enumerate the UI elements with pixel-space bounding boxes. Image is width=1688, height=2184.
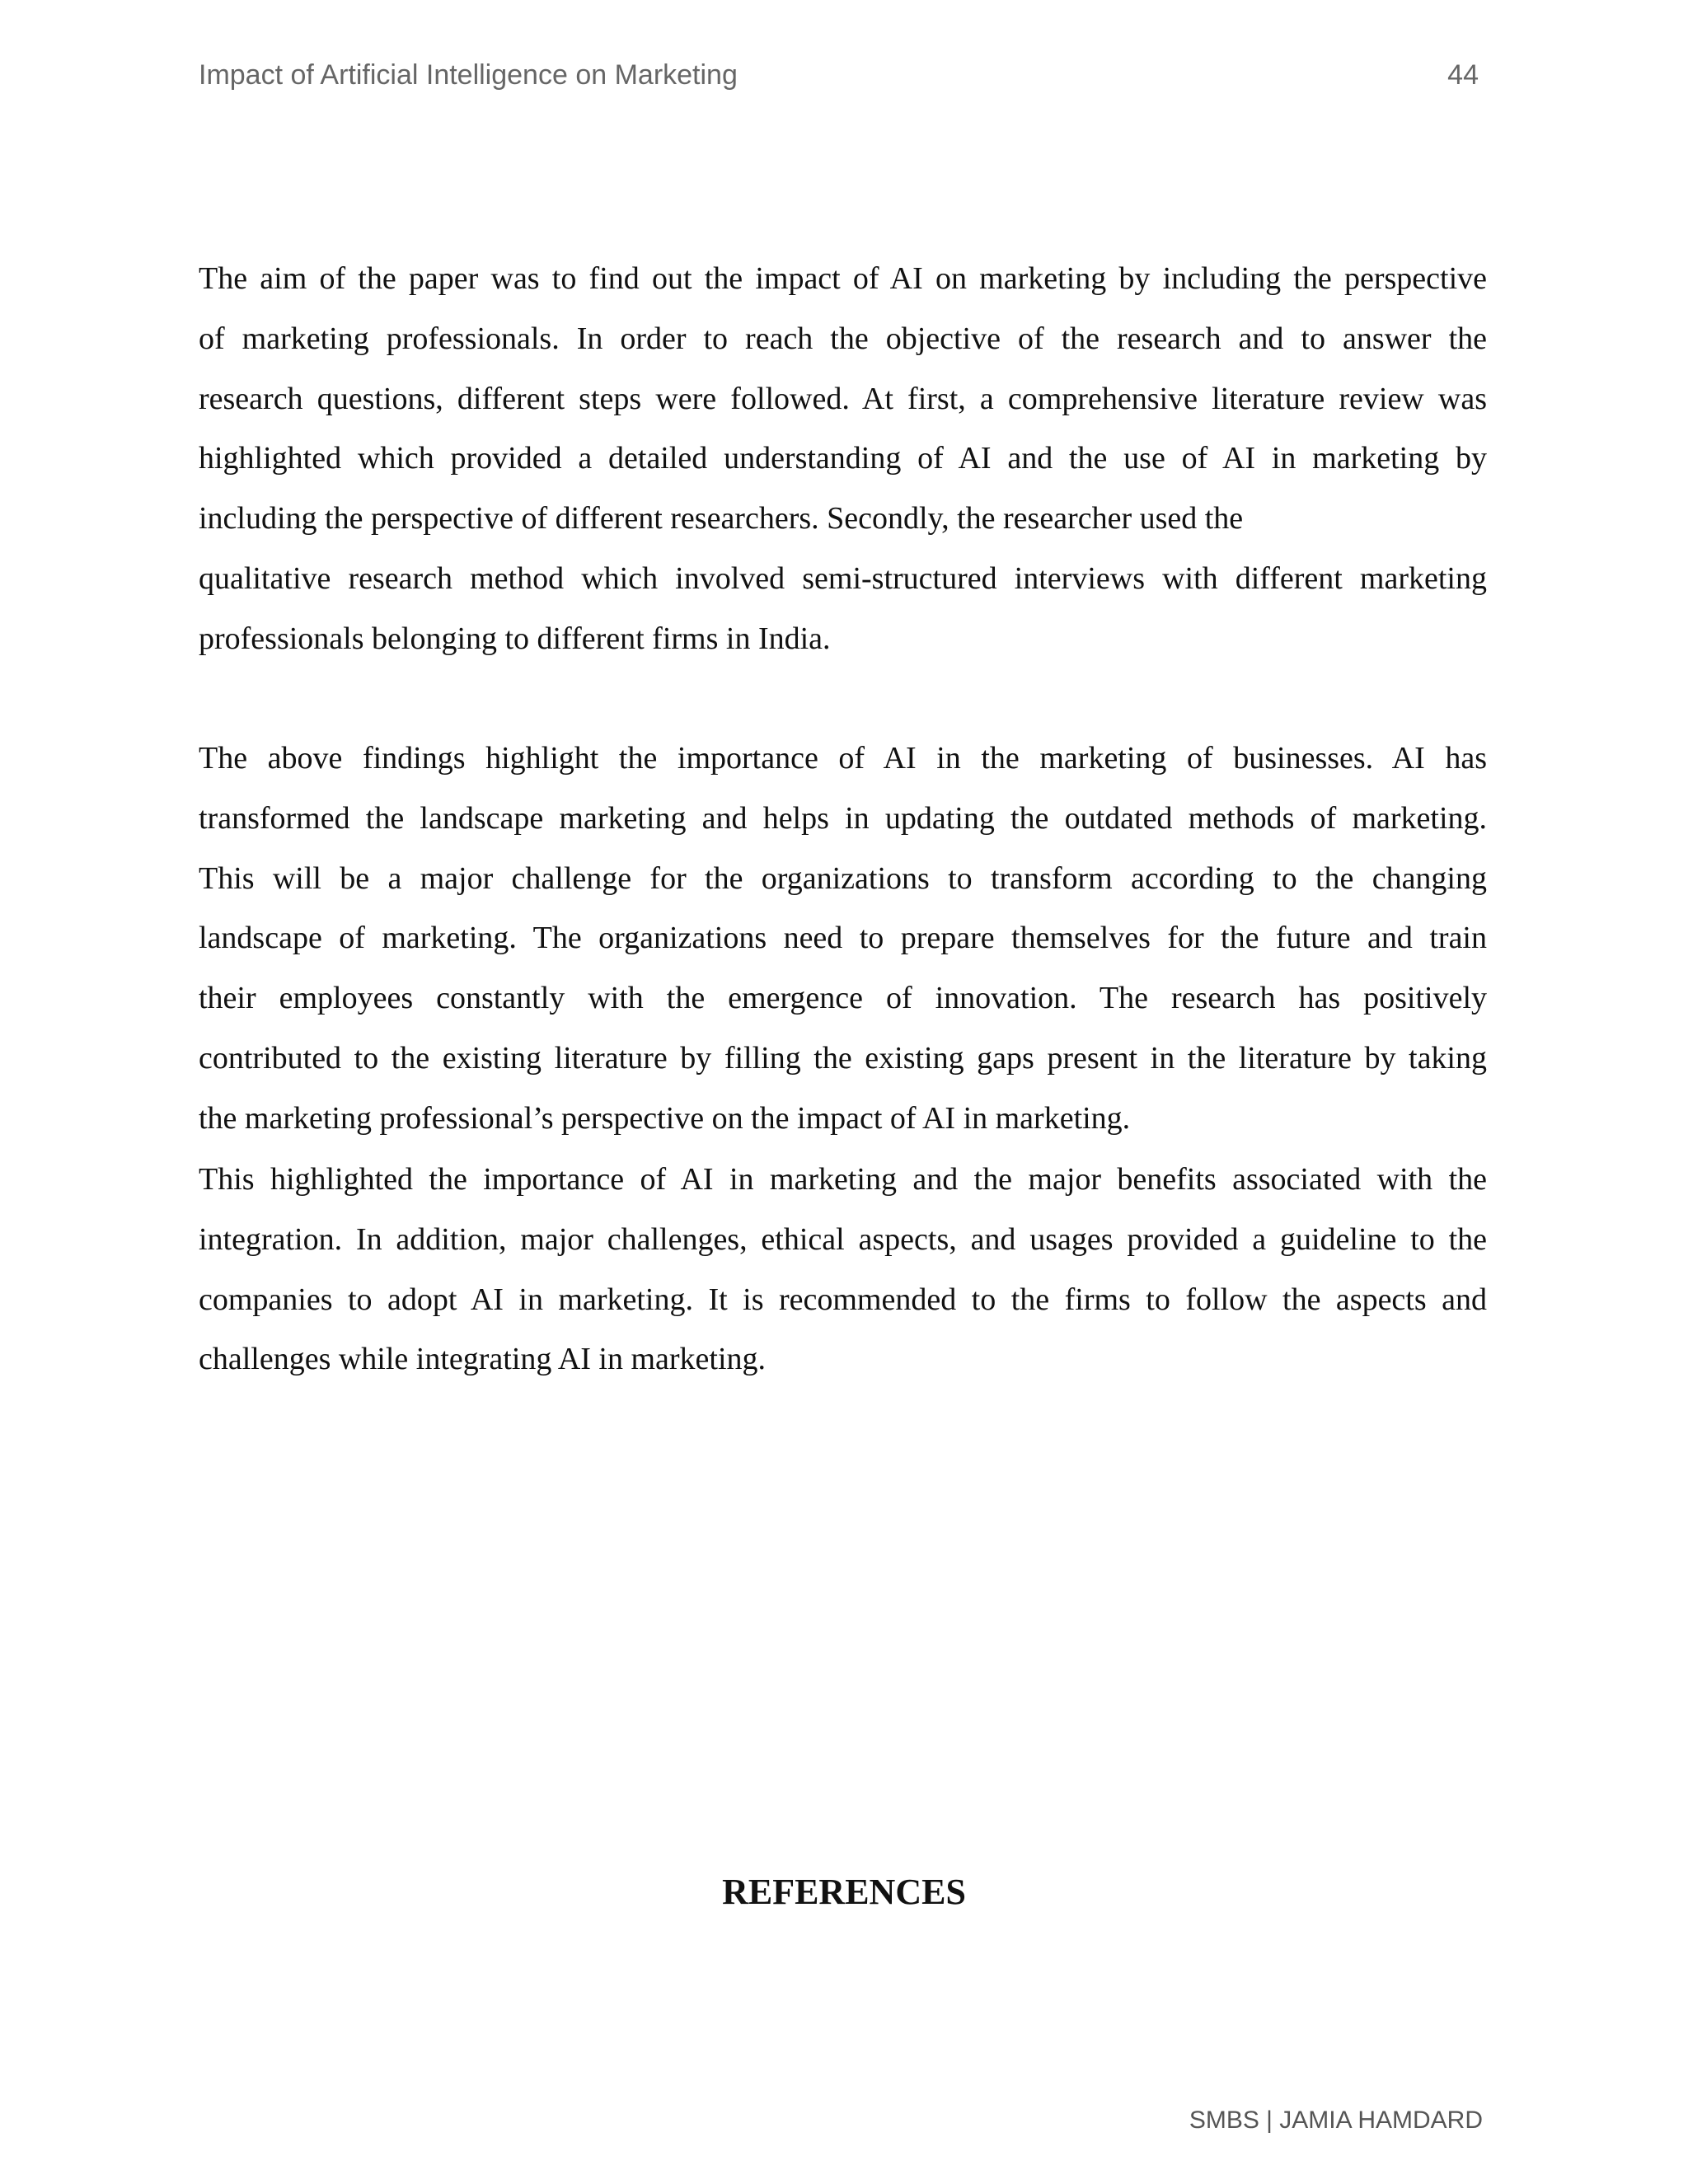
- paragraph-aim: [199, 249, 1487, 669]
- paragraph-line: of marketing professionals. In order to reach the objective of the research and to answer the: [199, 321, 1487, 356]
- paragraph-line: challenges while integrating AI in marketing.: [199, 1342, 767, 1377]
- paragraph-line: contributed to the existing literature by filling the existing gaps present in the literature by taking: [199, 1040, 1487, 1076]
- paragraph-line: companies to adopt AI in marketing. It is recommended to the firms to follow the aspects and: [199, 1282, 1487, 1317]
- paragraph-findings: [199, 729, 1487, 1149]
- paragraph-line: research questions, different steps were followed. At first, a comprehensive literature review was: [199, 381, 1487, 416]
- paragraph-line: their employees constantly with the emergence of innovation. The research has positively: [199, 981, 1487, 1016]
- page-footer: SMBS | JAMIA HAMDARD: [1189, 2107, 1483, 2134]
- page-number: 44: [1447, 59, 1479, 91]
- paragraph-recommendation: [199, 1150, 1487, 1390]
- references-heading: REFERENCES: [722, 1872, 966, 1912]
- paragraph-line: qualitative research method which involved semi-structured interviews with different marketing: [199, 560, 1487, 596]
- paragraph-line: landscape of marketing. The organizations need to prepare themselves for the future and train: [199, 921, 1487, 956]
- running-header-title: Impact of Artificial Intelligence on Marketing: [199, 59, 738, 91]
- paragraph-line: including the perspective of different researchers. Secondly, the researcher used the: [199, 501, 1244, 537]
- paragraph-line: The above findings highlight the importance of AI in the marketing of businesses. AI has: [199, 741, 1487, 776]
- paragraph-line: highlighted which provided a detailed understanding of AI and the use of AI in marketing by: [199, 441, 1487, 476]
- paragraph-line: The aim of the paper was to find out the impact of AI on marketing by including the perspective: [199, 261, 1487, 296]
- paragraph-line: integration. In addition, major challenges, ethical aspects, and usages provided a guideline to the: [199, 1221, 1487, 1257]
- paragraph-line: professionals belonging to different firms in India.: [199, 621, 831, 656]
- paragraph-line: This will be a major challenge for the organizations to transform according to the changing: [199, 860, 1487, 896]
- paragraph-line: transformed the landscape marketing and helps in updating the outdated methods of marketing.: [199, 800, 1487, 836]
- paragraph-line: the marketing professional’s perspective on the impact of AI in marketing.: [199, 1100, 1131, 1136]
- paragraph-line: This highlighted the importance of AI in marketing and the major benefits associated with the: [199, 1162, 1487, 1197]
